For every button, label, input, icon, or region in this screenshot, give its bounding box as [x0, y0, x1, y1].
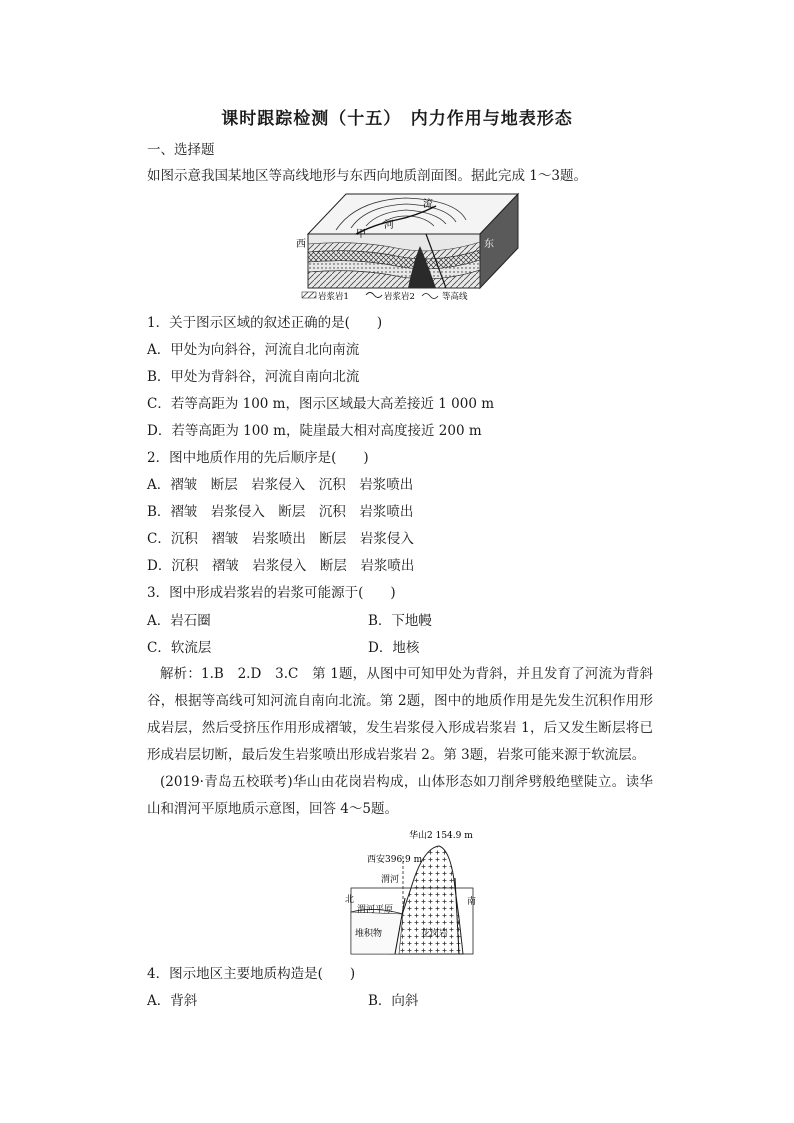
legend-magma-2: 岩浆岩2: [384, 292, 415, 302]
legend-magma-1: 岩浆岩1: [318, 292, 349, 302]
legend-magma-1-swatch: [302, 292, 316, 298]
analysis-text: 解析：1.B 2.D 3.C 第 1题，从图中可知甲处为背斜，并且发育了河流为背斜谷，根据等高线可知河流自南向北流。第 2题，图中的地质作用是先发生沉积作用形成岩层，然后受挤压作用形成褶皱，发生岩浆侵入形成岩浆岩 1，后又发生断层将已形成岩层切断，最后发生岩浆喷出形成岩浆岩 2。第 3题，岩浆可能来源于软流层。: [147, 666, 653, 763]
page-title: 课时跟踪检测（十五） 内力作用与地表形态: [221, 109, 573, 129]
legend-magma-2-swatch: [366, 293, 382, 298]
q2-option-a: A．褶皱 断层 岩浆侵入 沉积 岩浆喷出: [147, 477, 414, 493]
label-west: 西: [296, 239, 306, 250]
q1-option-b: B．甲处为背斜谷，河流自南向北流: [147, 369, 360, 385]
q3-option-b: B．下地幔: [368, 613, 432, 629]
label-east: 东: [484, 239, 494, 250]
q1-option-d: D．若等高距为 100 m，陡崖最大相对高度接近 200 m: [147, 423, 482, 439]
figure-2-huashan-section: [343, 828, 483, 956]
legend-contour: 等高线: [442, 292, 468, 302]
label-xian: 西安396.9 m: [367, 855, 423, 865]
q1-stem: 1．关于图示区域的叙述正确的是( ): [147, 315, 383, 331]
legend-contour-swatch: [422, 294, 438, 299]
label-he: 河: [384, 220, 394, 231]
q3-option-a: A．岩石圈: [147, 613, 211, 629]
q3-stem: 3．图中形成岩浆岩的岩浆可能源于( ): [147, 585, 396, 601]
q4-option-b: B．向斜: [368, 993, 419, 1009]
q1-option-c: C．若等高距为 100 m，图示区域最大高差接近 1 000 m: [147, 396, 495, 412]
q4-option-a: A．背斜: [147, 993, 198, 1009]
q2-stem: 2．图中地质作用的先后顺序是( ): [147, 450, 369, 466]
q4-stem: 4．图示地区主要地质构造是( ): [147, 966, 356, 982]
q2-option-c: C．沉积 褶皱 岩浆喷出 断层 岩浆侵入: [147, 531, 414, 547]
figure-1-block-diagram: [296, 190, 524, 302]
figure-1-legend: [302, 291, 468, 302]
label-north: 北: [345, 895, 355, 905]
label-liu: 流: [423, 199, 433, 210]
label-weihe: 渭河: [381, 875, 400, 885]
q2-option-b: B．褶皱 岩浆侵入 断层 沉积 岩浆喷出: [147, 504, 414, 520]
label-huashan: 华山2 154.9 m: [409, 831, 473, 841]
q2-option-d: D．沉积 褶皱 岩浆侵入 断层 岩浆喷出: [147, 558, 415, 574]
label-south: 南: [467, 897, 477, 907]
section-heading: 一、选择题: [147, 142, 215, 158]
label-plain: 渭河平原: [357, 905, 394, 915]
label-granite: 花岗岩: [421, 929, 449, 939]
q3-option-c: C．软流层: [147, 640, 212, 656]
q3-option-d: D．地核: [368, 640, 420, 656]
q1-option-a: A．甲处为向斜谷，河流自北向南流: [147, 342, 360, 358]
intro-text-1: 如图示意我国某地区等高线地形与东西向地质剖面图。据此完成 1～3题。: [147, 168, 587, 184]
intro-text-2: (2019·青岛五校联考)华山由花岗岩构成，山体形态如刀削斧劈般绝壁陡立。读华山和渭河平原地质示意图，回答 4～5题。: [147, 774, 653, 817]
label-sediment: 堆积物: [355, 929, 383, 939]
label-jia: 甲: [356, 229, 366, 240]
